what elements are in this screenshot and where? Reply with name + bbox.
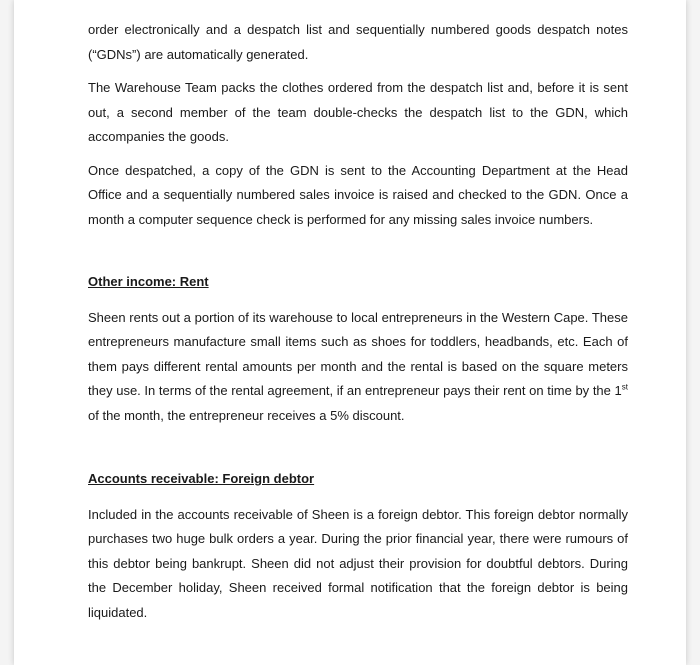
- document-page: [14, 0, 686, 665]
- rent-text-start: Sheen rents out a portion of its warehouse to local entrepreneurs in the Western Cape. These entrepreneurs manufacture small items such as shoes for toddlers, headbands, etc. Each of them pays different rental amounts per month and the rental is based on the square meters they use. In terms of the rental agreement, if an entrepreneur pays their rent on time by the 1: [88, 309, 628, 398]
- rent-text-end: of the month, the entrepreneur receives a 5% discount.: [88, 407, 405, 423]
- document-body: [88, 18, 628, 634]
- paragraph-despatch-notes: order electronically and a despatch list and sequentially numbered goods despatch notes (“GDNs”) are automatically generated.: [88, 22, 628, 62]
- ordinal-suffix: st: [621, 382, 628, 392]
- paragraph-foreign-debtor: Included in the accounts receivable of Sheen is a foreign debtor. This foreign debtor normally purchases two huge bulk orders a year. During the prior financial year, there were rumours of this debtor being bankrupt. Sheen did not adjust their provision for doubtful debtors. During the December holiday, Sheen received formal notification that the foreign debtor is being liquidated.: [88, 506, 628, 620]
- heading-accounts-receivable: Accounts receivable: Foreign debtor: [88, 471, 315, 486]
- heading-other-income-rent: Other income: Rent: [88, 274, 209, 289]
- section-spacer: [88, 437, 628, 467]
- paragraph-warehouse-team: The Warehouse Team packs the clothes ordered from the despatch list and, before it is sent out, a second member of the team double-checks the despatch list to the GDN, which accompanies the goods.: [88, 80, 628, 144]
- section-spacer: [88, 241, 628, 270]
- paragraph-rent: [88, 306, 628, 429]
- paragraph-gdn-accounting: Once despatched, a copy of the GDN is sent to the Accounting Department at the Head Office and a sequentially numbered sales invoice is raised and checked to the GDN. Once a month a computer sequence check is performed for any missing sales invoice numbers.: [88, 162, 628, 227]
